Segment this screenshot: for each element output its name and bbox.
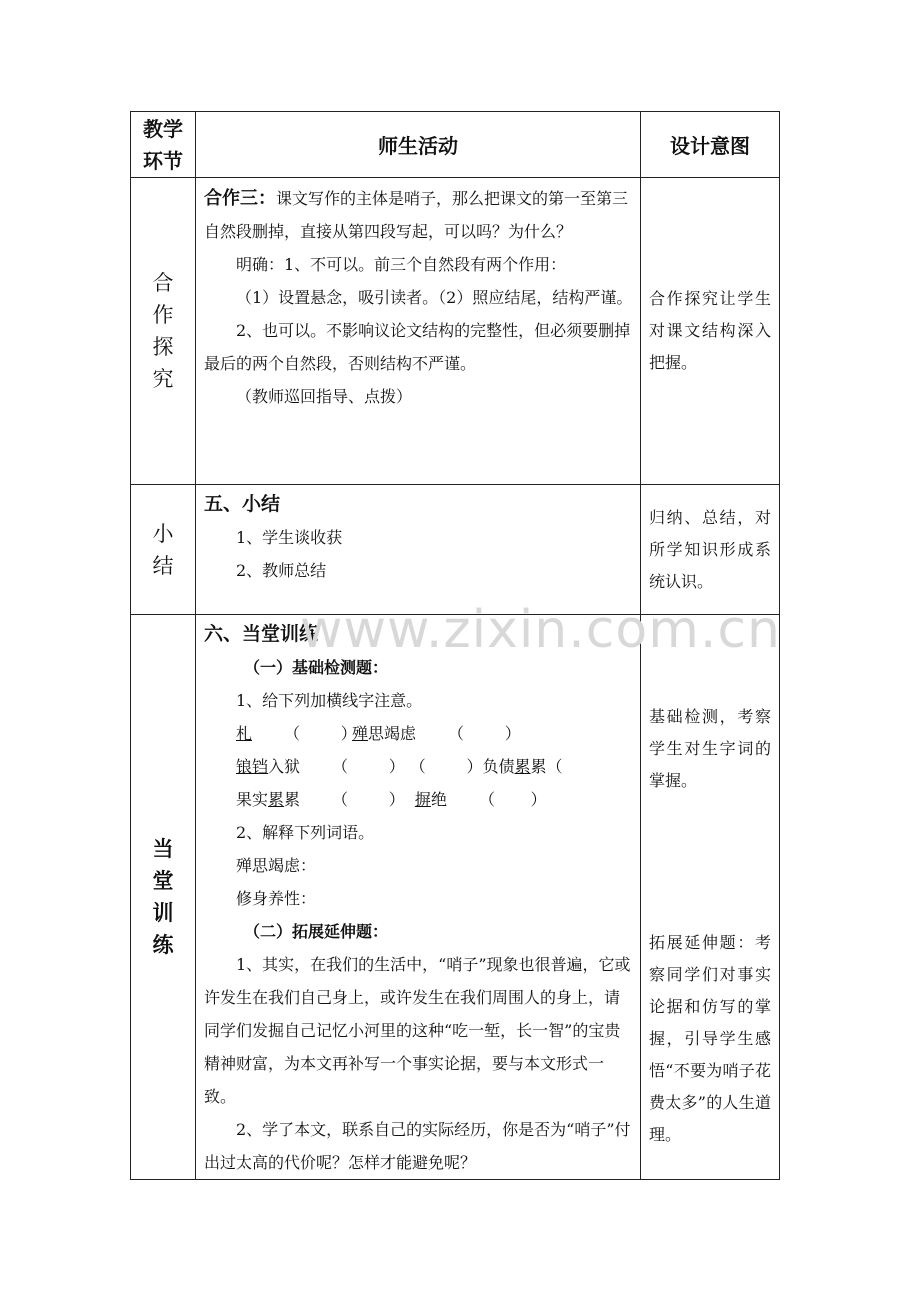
stage-practice-char: 当 <box>152 837 174 861</box>
header-intent: 设计意图 <box>641 112 780 178</box>
stage-practice-char: 堂 <box>152 869 174 893</box>
lesson-plan-table <box>130 111 780 1180</box>
header-row <box>131 112 780 178</box>
basic-q2: 2、解释下列词语。 <box>236 823 375 842</box>
word-lei2: 累 <box>268 790 285 809</box>
stage-practice <box>131 615 196 1180</box>
word-lei1-rest: 累 <box>530 757 547 776</box>
activity-summary <box>196 485 641 615</box>
activity-practice <box>196 615 641 1180</box>
blank-paren: （ <box>546 757 563 776</box>
practice-title: 六、当堂训练 <box>204 623 319 645</box>
intent-basic: 基础检测，考察学生对生字词的掌握。 <box>649 707 771 790</box>
word-line-1 <box>204 717 634 750</box>
stage-cooperate-char: 探 <box>152 335 174 359</box>
cooperate-note: （教师巡回指导、点拨） <box>236 387 413 406</box>
cooperate-question <box>204 182 634 248</box>
word-bing-rest: 绝 <box>430 790 447 809</box>
summary-item2: 2、教师总结 <box>236 561 327 580</box>
stage-cooperate-char: 作 <box>152 303 174 327</box>
word-guoshi: 果实 <box>236 790 269 809</box>
cooperate-label: 合作三： <box>204 188 276 209</box>
blank-paren: （ ） （ ） <box>332 757 483 776</box>
header-stage-line2: 环节 <box>143 148 183 173</box>
blank-paren: （ ） <box>448 724 521 743</box>
intent-cooperate: 合作探究让学生对课文结构深入把握。 <box>641 178 780 485</box>
stage-cooperate <box>131 178 196 485</box>
term2: 修身养性： <box>236 889 317 908</box>
word-line-2 <box>204 750 634 783</box>
stage-practice-char: 练 <box>152 933 174 957</box>
term1: 殚思竭虑： <box>236 856 317 875</box>
stage-summary-char: 小 <box>152 521 174 546</box>
ext-q2: 2、学了本文，联系自己的实际经历，你是否为“哨子”付出过太高的代价呢？怎样才能避免呢？ <box>204 1120 631 1172</box>
watermark: www.zixin.com.cn <box>300 600 781 660</box>
ext-q1: 1、其实，在我们的生活中，“哨子”现象也很普遍，它或许发生在我们自己身上，或许发生在我们周围人的身上，请同学们发掘自己记忆小河里的这种“吃一堑，长一智”的宝贵精神财富，为本文再补写一个事实论据，要与本文形式一致。 <box>204 955 631 1106</box>
ext-title: （二）拓展延伸题： <box>244 922 389 941</box>
blank-paren: （ ） <box>478 790 547 809</box>
cooperate-answer1: 明确：1、不可以。前三个自然段有两个作用： <box>236 255 567 274</box>
intent-summary: 归纳、总结，对所学知识形成系统认识。 <box>641 485 780 615</box>
word-zha: 札 <box>236 724 253 743</box>
basic-q1: 1、给下列加横线字注意。 <box>236 691 423 710</box>
intent-ext: 拓展延伸题：考察同学们对事实论据和仿写的掌握，引导学生感悟“不要为哨子花费太多”的人生道理。 <box>649 933 771 1144</box>
summary-title: 五、小结 <box>204 493 281 515</box>
word-line-3 <box>204 783 634 816</box>
word-bing: 摒 <box>414 790 431 809</box>
stage-cooperate-char: 合 <box>152 271 174 295</box>
word-dan-rest: 思竭虑 <box>368 724 417 743</box>
stage-practice-char: 训 <box>152 901 174 925</box>
stage-summary <box>131 485 196 615</box>
cooperate-answer2: 2、也可以。不影响议论文结构的完整性，但必须要删掉最后的两个自然段，否则结构不严谨。 <box>204 321 631 373</box>
activity-cooperate <box>196 178 641 485</box>
summary-item1: 1、学生谈收获 <box>236 528 343 547</box>
word-langdang: 锒铛 <box>236 757 269 776</box>
header-activity: 师生活动 <box>196 112 641 178</box>
basic-title: （一）基础检测题： <box>244 658 389 677</box>
word-lei2-rest: 累 <box>284 790 301 809</box>
stage-cooperate-char: 究 <box>152 367 174 391</box>
header-stage-cell <box>131 112 196 178</box>
intent-practice <box>641 615 780 1180</box>
word-fuzhai: 负债 <box>482 757 515 776</box>
row-summary <box>131 485 780 615</box>
header-stage-line1: 教学 <box>143 116 183 141</box>
word-lei1: 累 <box>514 757 531 776</box>
row-cooperate <box>131 178 780 485</box>
word-langdang-rest: 入狱 <box>268 757 301 776</box>
cooperate-question-text: 课文写作的主体是哨子，那么把课文的第一至第三自然段删掉，直接从第四段写起，可以吗？为什么？ <box>204 189 629 241</box>
cooperate-answer1-detail: （1）设置悬念，吸引读者。（2）照应结尾，结构严谨。 <box>236 288 633 307</box>
blank-paren: （ ） <box>284 724 357 743</box>
word-dan: 殚 <box>352 724 369 743</box>
row-practice <box>131 615 780 1180</box>
stage-summary-char: 结 <box>152 553 174 578</box>
blank-paren: （ ） <box>332 790 415 809</box>
